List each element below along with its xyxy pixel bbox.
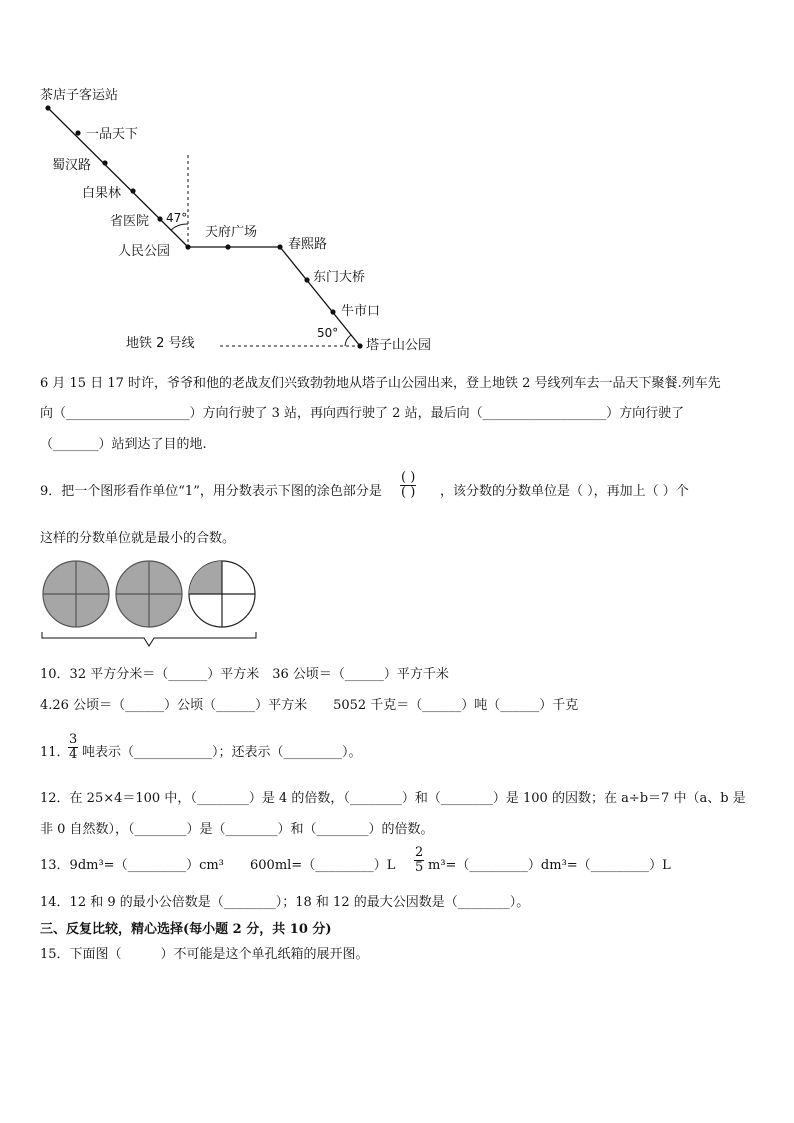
station-dot (357, 343, 362, 348)
station-dot (75, 130, 80, 135)
brace (42, 632, 256, 646)
station-label: 塔子山公园 (366, 338, 432, 353)
q8-line2: 向（___________________）方向行驶了 3 站，再向西行驶了 2 站，最后向（___________________）方向行驶了 (40, 406, 685, 421)
station-label: 一品天下 (86, 127, 139, 142)
fraction-denominator: 4 (69, 747, 78, 762)
fraction-numerator: ( ) (401, 470, 416, 485)
station-dot (102, 160, 107, 165)
q14-text: 14．12 和 9 的最小公倍数是（________）；18 和 12 的最大公因数是（________）。 (40, 895, 530, 910)
station-label: 白果林 (82, 186, 122, 201)
q11-prefix: 11． (40, 745, 70, 760)
q13-part-b: 600ml=（_________）L (250, 858, 396, 873)
q9-line2: 这样的分数单位就是最小的合数。 (40, 531, 236, 546)
shaded-quarter (189, 561, 222, 594)
angle-label-50: 50° (317, 326, 339, 340)
q9-fraction (400, 471, 416, 500)
q8-line3: （_______）站到达了目的地. (40, 437, 207, 452)
angle-label-47: 47° (166, 211, 188, 225)
angle-arc-50 (345, 335, 351, 346)
q15-text: 15．下面图（ ）不可能是这个单孔纸箱的展开图。 (40, 947, 369, 962)
fraction-denominator: ( ) (401, 485, 416, 500)
station-dot (225, 244, 230, 249)
q13-part-c: m³=（_________）dm³=（_________）L (428, 858, 671, 873)
fraction-numerator: 3 (69, 732, 78, 747)
line-label: 地铁 2 号线 (126, 336, 195, 351)
q9-text-part2: ，该分数的分数单位是（ ），再加上（ ）个 (440, 484, 689, 499)
station-label: 牛市口 (341, 304, 381, 319)
station-dot (185, 244, 190, 249)
q11-text: 吨表示（____________）；还表示（_________）。 (82, 745, 362, 760)
station-dot (130, 188, 135, 193)
station-label: 春熙路 (288, 237, 328, 252)
station-label: 省医院 (110, 214, 150, 229)
station-dot (330, 309, 335, 314)
q10-line2: 4.26 公顷＝（______）公顷（______）平方米 5052 千克＝（______）吨（______）千克 (40, 698, 579, 713)
station-dot (45, 105, 50, 110)
station-dot (277, 244, 282, 249)
station-dot (157, 216, 162, 221)
fraction-numerator: 2 (415, 845, 424, 860)
station-label: 茶店子客运站 (40, 88, 119, 103)
q8-line1: 6 月 15 日 17 时许，爷爷和他的老战友们兴致勃勃地从塔子山公园出来，登上地铁 2 号线列车去一品天下聚餐.列车先 (40, 376, 721, 391)
q13-fraction (414, 846, 424, 875)
section-title: 三、反复比较，精心选择(每小题 2 分，共 10 分) (40, 922, 332, 937)
q12-line2: 非 0 自然数），（________）是（________）和（________）的倍数。 (40, 822, 434, 837)
subway-line-2 (48, 108, 360, 346)
station-label: 人民公园 (118, 244, 171, 259)
subway-map (0, 0, 794, 360)
station-label: 蜀汉路 (52, 158, 92, 173)
station-dot (304, 277, 309, 282)
fraction-circles-figure (36, 556, 262, 652)
station-label: 天府广场 (205, 225, 258, 240)
q12-line1: 12．在 25×4＝100 中，（________）是 4 的倍数，（________）和（________）是 100 的因数；在 a÷b＝7 中（a、b 是 (40, 791, 746, 806)
q13-part-a: 13．9dm³=（_________）cm³ (40, 858, 224, 873)
q11-fraction (68, 733, 78, 762)
fraction-denominator: 5 (415, 860, 424, 875)
station-label: 东门大桥 (313, 270, 366, 285)
q10-line1: 10．32 平方分米＝（______）平方米 36 公顷＝（______）平方千米 (40, 667, 449, 682)
q9-text-part1: 9．把一个图形看作单位“1”，用分数表示下图的涂色部分是 (40, 484, 382, 499)
